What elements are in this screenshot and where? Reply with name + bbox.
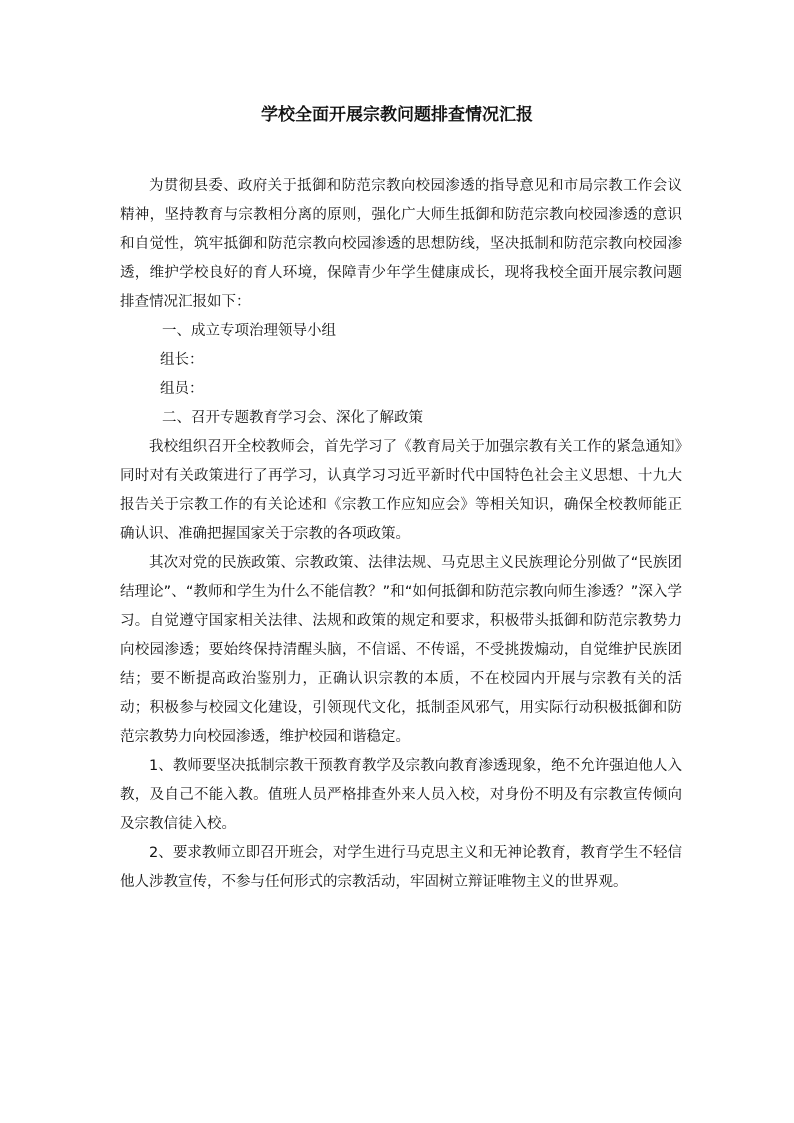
item-2-paragraph: 2、要求教师立即召开班会，对学生进行马克思主义和无神论教育，教育学生不轻信他人涉教宣传，不参与任何形式的宗教活动，牢固树立辩证唯物主义的世界观。 — [120, 845, 682, 890]
intro-paragraph: 为贯彻县委、政府关于抵御和防范宗教向校园渗透的指导意见和市局宗教工作会议精神，坚持教育与宗教相分离的原则，强化广大师生抵御和防范宗教向校园渗透的意识和自觉性，筑牢抵御和防范宗教向校园渗透的思想防线，坚决抵制和防范宗教向校园渗透，维护学校良好的育人环境，保障青少年学生健康成长，现将我校全面开展宗教问题排查情况汇报如下： — [120, 178, 682, 310]
section-heading-1: 一、成立专项治理领导小组 — [162, 323, 336, 339]
document-body — [120, 172, 682, 897]
section-heading-2: 二、召开专题教育学习会、深化了解政策 — [162, 410, 423, 426]
document-title: 学校全面开展宗教问题排查情况汇报 — [261, 105, 533, 125]
policy-study-paragraph: 其次对党的民族政策、宗教政策、法律法规、马克思主义民族理论分别做了“民族团结理论”、“教师和学生为什么不能信教？”和“如何抵御和防范宗教向师生渗透？”深入学习。自觉遵守国家相关法律、法规和政策的规定和要求，积极带头抵御和防范宗教势力向校园渗透；要始终保持清醒头脑，不信谣、不传谣，不受挑拨煽动，自觉维护民族团结；要不断提高政治鉴别力，正确认识宗教的本质，不在校园内开展与宗教有关的活动；积极参与校园文化建设，引领现代文化，抵制歪风邪气，用实际行动积极抵御和防范宗教势力向校园渗透，维护校园和谐稳定。 — [120, 555, 682, 745]
item-1-paragraph: 1、教师要坚决抵制宗教干预教育教学及宗教向教育渗透现象，绝不允许强迫他人入教，及自己不能入教。值班人员严格排查外来人员入校，对身份不明及有宗教宣传倾向及宗教信徒入校。 — [120, 758, 682, 832]
group-member-line: 组员： — [160, 381, 204, 397]
study-meeting-paragraph: 我校组织召开全校教师会，首先学习了《教育局关于加强宗教有关工作的紧急通知》同时对有关政策进行了再学习，认真学习习近平新时代中国特色社会主义思想、十九大报告关于宗教工作的有关论述和《宗教工作应知应会》等相关知识，确保全校教师能正确认识、准确把握国家关于宗教的各项政策。 — [120, 439, 682, 542]
group-leader-line: 组长： — [160, 352, 204, 368]
